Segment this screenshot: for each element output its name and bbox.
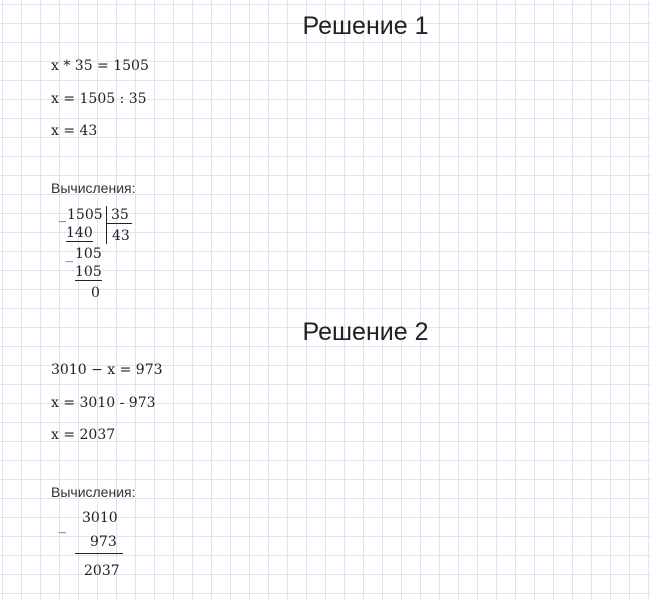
- division-first-product: 140: [66, 225, 93, 241]
- division-second-product: 105: [75, 264, 102, 280]
- solution-2-equation-2: x = 3010 - 973: [51, 395, 156, 411]
- division-divisor: 35: [111, 207, 129, 223]
- division-remainder-1: 105: [75, 246, 102, 262]
- division-dividend: 1505: [67, 207, 103, 223]
- division-minus-sign-2: _: [66, 247, 73, 263]
- division-final-remainder: 0: [91, 285, 100, 301]
- division-minus-sign: _: [59, 207, 66, 223]
- division-bar: [106, 206, 107, 244]
- subtraction-line: [75, 553, 123, 554]
- solution-1-equation-3: x = 43: [51, 123, 98, 139]
- subtraction-minus-sign: _: [59, 518, 66, 534]
- divisor-underline: [106, 223, 132, 224]
- solution-1-equation-2: x = 1505 : 35: [51, 91, 147, 107]
- solution-2-equation-1: 3010 − x = 973: [51, 362, 163, 378]
- solution-2-calc-label: Вычисления:: [51, 484, 136, 500]
- solution-1-equation-1: x * 35 = 1505: [51, 58, 149, 74]
- division-quotient: 43: [112, 228, 130, 244]
- subtraction-minuend: 3010: [82, 510, 118, 526]
- subtraction-result: 2037: [84, 563, 120, 579]
- solution-1-title: Решение 1: [302, 12, 429, 40]
- solution-2-title: Решение 2: [302, 318, 429, 346]
- subtraction-subtrahend: 973: [90, 534, 117, 550]
- solution-1-calc-label: Вычисления:: [51, 180, 136, 196]
- solution-2-equation-3: x = 2037: [51, 427, 116, 443]
